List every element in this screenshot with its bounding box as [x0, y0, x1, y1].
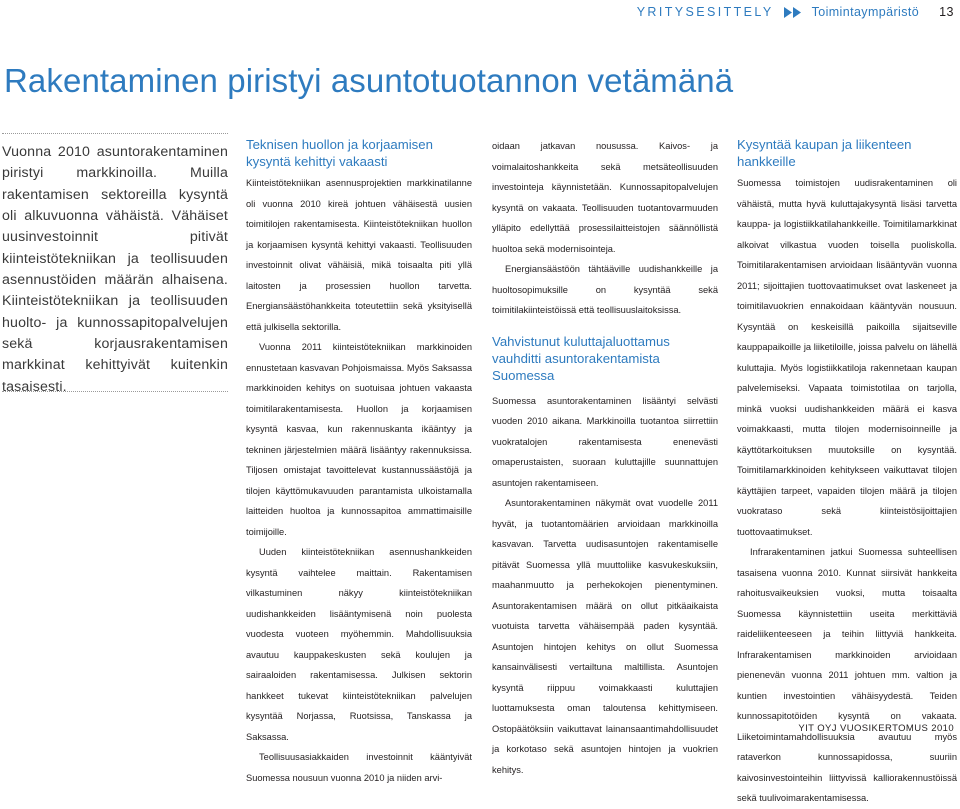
body-paragraph: Uuden kiinteistötekniikan asennushankkeiden kysyntä vaihtelee maittain. Rakentamisen vilkastuminen näkyy kiinteistötekniikan uudishankkeiden lisääntymisenä noin puolesta vuodesta vuoteen myöhemmin. Mahdollisuuksia avautuu kauppakeskusten sekä koulujen ja sairaaloiden rakentamisessa. Julkisen sektorin hankkeet tukevat kiinteistötekniikan palvelujen kysyntää Norjassa, Ruotsissa, Tanskassa ja Saksassa. — [246, 547, 472, 742]
running-header — [637, 4, 954, 20]
body-paragraph: Asuntorakentaminen näkymät ovat vuodelle 2011 hyvät, ja tuotantomäärien arvioidaan markkinoilla kasvavan. Tarvetta uudisasuntojen rakentamiselle pitävät Suomessa yllä muuttoliike kasvukeskuksiin, maahanmuutto ja perhekokojen pienentyminen. Asuntorakentamisen määrä on ollut pitkäaikaista vuotuista tarvetta vähäisempää paden kysyntää. Asuntojen hintojen kehitys on ollut Suomessa kansainvälisesti vertailtuna maltillista. Asuntojen kysyntä riippuu voimakkaasti kuluttajien luottamuksesta oman taloutensa kehittymiseen. Ostopäätöksiin vaikuttavat lainansaantimahdollisuudet ja korkotaso sekä asuntojen hintojen ja vuokrien kehitys. — [492, 498, 718, 775]
lead-top-divider — [2, 133, 228, 134]
body-paragraph: Suomessa toimistojen uudisrakentaminen oli vähäistä, mutta hyvä kuluttajakysyntä lisäsi tarvetta kauppa- ja logistiikkatilahankkeille. Toimitilamarkkinat alkoivat vilkastua vuoden toisella puoliskolla. Toimitilarakentamisen arvioidaan lisääntyvän vuonna 2011; sijoittajien tuottovaatimukset ovat laskeneet ja toimitilavuokrien ennakoidaan kääntyvän nousuun. Kysyntää on keskeisillä paikoilla sijaitseville kauppapaikoille ja liiketiloille, joissa palvelu on lähellä kuluttajia. Myös logistiikkatiloja rakennetaan kaupan palvelemiseksi. Vapaata toimistotilaa on tarjolla, minkä vuoksi uudishankkeiden määrä ei kasva voimakkaasti, mutta tilojen modernisoinneille ja käyttötarkoituksen muutoksille on kysyntää. Toimitilamarkkinoiden kehitykseen vaikuttavat tilojen käyttäjien tarpeet, vapaiden tilojen määrä ja tilojen vuokrataso sekä kiinteistösijoittajien tuottovaatimukset. — [737, 178, 957, 537]
lead-paragraph — [2, 142, 228, 398]
body-paragraph: Suomessa asuntorakentaminen lisääntyi selvästi vuoden 2010 aikana. Markkinoilla tuotantoa siirrettiin vuokratalojen rakentamisesta enenevästi omaperustaisten, suoraan kuluttajille suunnattujen asuntojen rakentamiseen. — [492, 395, 718, 488]
text-column-2 — [246, 136, 472, 788]
body-paragraph: Kiinteistötekniikan asennusprojektien markkinatilanne oli vuonna 2010 kireä johtuen vähäisestä uusien toimitilojen rakentamisesta. Kiinteistötekniikan huollon ja korjaamisen kysyntä kehittyi vakaasti. Teollisuuden investoinnit olivat vähäisiä, mikä toisaalta piti yllä laitosten ja prosessien huollon tarvetta. Energiansäästöhankkeita toteutettiin sekä yksityisellä että julkisella sektorilla. — [246, 178, 472, 332]
body-paragraph: oidaan jatkavan nousussa. Kaivos- ja voimalaitoshankkeita sekä metsäteollisuuden investointeja käynnistetään. Kunnossapitopalvelujen kysyntä on vakaata. Teollisuuden tuotantovarmuuden ylläpito edellyttää prosessilaitteistojen säännöllistä huoltoa sekä modernisointeja. — [492, 141, 718, 254]
text-column-4 — [737, 136, 957, 809]
body-paragraph: Teollisuusasiakkaiden investoinnit kääntyivät Suomessa nousuun vuonna 2010 ja niiden arvi- — [246, 752, 472, 783]
text-column-3 — [492, 136, 718, 780]
body-paragraph: Energiansäästöön tähtääville uudishankkeille ja huoltosopimuksille on kysyntää sekä toimitilakiinteistöissä että teollisuuslaitoksissa. — [492, 264, 718, 315]
page-number: 13 — [939, 5, 954, 19]
section-heading-retail-transport: Kysyntää kaupan ja liikenteen hankkeille — [737, 137, 912, 169]
section-heading-technical-maintenance: Teknisen huollon ja korjaamisen kysyntä kehittyi vakaasti — [246, 137, 433, 169]
lead-text: Vuonna 2010 asuntorakentaminen piristyi markkinoilla. Muilla rakentamisen sektoreilla kysyntä oli alkuvuonna vähäistä. Vähäiset uusinvestoinnit pitivät kiinteistötekniikan ja teollisuuden asennustöiden määrän alhaisena. Kiinteistötekniikan ja teollisuuden huolto- ja kunnossapitopalvelujen sekä korjausrakentamisen markkinat kehittyivät kuitenkin tasaisesti. — [2, 144, 228, 395]
double-triangle-right-icon — [784, 7, 802, 18]
lead-bottom-divider — [2, 391, 228, 392]
header-section-label: YRITYSESITTELY — [636, 5, 774, 19]
body-paragraph: Vuonna 2011 kiinteistötekniikan markkinoiden ennustetaan kasvavan Pohjoismaissa. Myös Saksassa markkinoiden kehitys on suotuisaa johtuen vakaasta toimitilarakentamisesta. Huollon ja korjaamisen kysyntä kasvaa, kun rakennuskanta ikääntyy ja tekninen järjestelmien määrä lisääntyy rakennuksissa. Tiljosen omistajat tavoittelevat kustannussäästöjä ja tilojen käyttömukavuuden parantamista ulkoistamalla laitteiden huoltoa ja kunnossapitoa ammattimaisille toimijoille. — [246, 342, 472, 537]
page-footer: YIT OYJ VUOSIKERTOMUS 2010 — [798, 723, 954, 734]
page-title: Rakentaminen piristyi asuntotuotannon vetämänä — [4, 62, 734, 99]
header-subsection-label: Toimintaympäristö — [811, 5, 920, 19]
body-paragraph: Infrarakentaminen jatkui Suomessa suhteellisen tasaisena vuonna 2010. Kunnat siirsivät hankkeita rahoitusvaikeuksien vuoksi, mutta toisaalta Suomessa käynnistettiin useita merkittäviä raideliikenteeseen ja teihin liittyviä hankkeita. Infrarakentamisen markkinoiden arvioidaan pienenevän vuonna 2011 johtuen mm. valtion ja kuntien investointien vähäisyydestä. Teiden kunnossapitotöiden kysyntä on vakaata. Liiketoimintamahdollisuuksia avautuu myös rataverkon kunnossapidossa, suuriin kaivosinvestointeihin liittyvissä kalliorakennustöissä sekä tuulivoimarakentamisessa. — [737, 547, 957, 803]
section-heading-housing-construction: Vahvistunut kuluttajaluottamus vauhditti asuntorakentamista Suomessa — [492, 333, 670, 383]
